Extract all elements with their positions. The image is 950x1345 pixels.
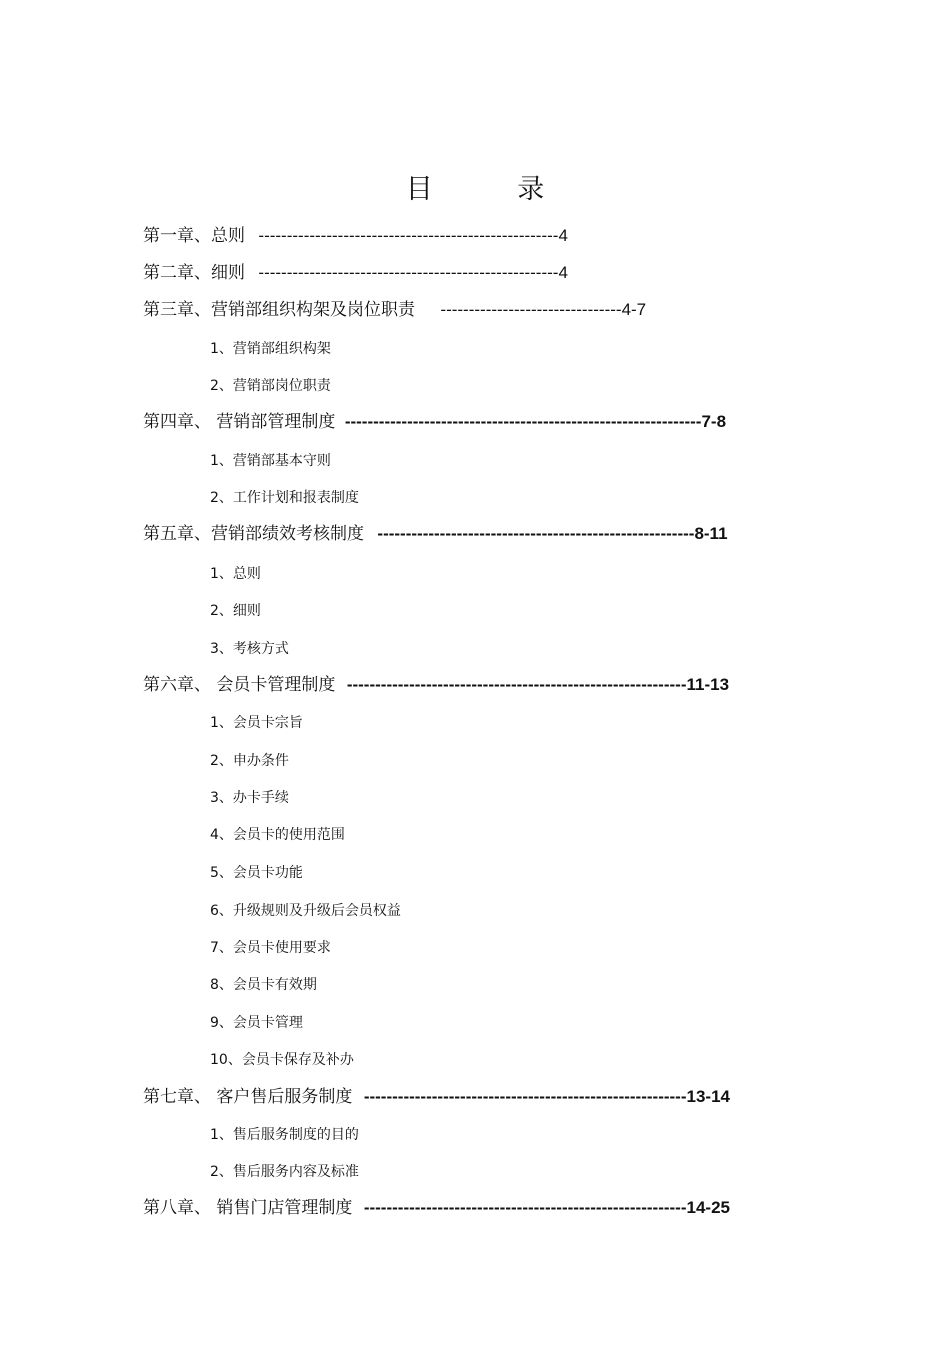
toc-section: 1、营销部组织构架 bbox=[210, 341, 331, 357]
page-number: 4-7 bbox=[621, 300, 647, 319]
toc-section: 10、会员卡保存及补办 bbox=[210, 1052, 354, 1068]
chapter-label: 第五章、营销部绩效考核制度 bbox=[143, 524, 364, 544]
toc-section: 2、细则 bbox=[210, 603, 261, 619]
toc-section: 1、售后服务制度的目的 bbox=[210, 1127, 359, 1143]
chapter-label: 第二章、细则 bbox=[143, 263, 245, 283]
toc-section: 1、总则 bbox=[210, 566, 261, 582]
chapter-label: 第七章、 客户售后服务制度 bbox=[143, 1087, 353, 1107]
toc-chapter-7 bbox=[143, 1086, 730, 1108]
chapter-label: 第四章、 营销部管理制度 bbox=[143, 412, 336, 432]
page-number: 7-8 bbox=[701, 412, 727, 431]
toc-chapter-5 bbox=[143, 523, 728, 545]
toc-chapter-4 bbox=[143, 411, 726, 433]
page-number: 4 bbox=[558, 263, 568, 282]
page-number: 11-13 bbox=[686, 675, 730, 694]
chapter-label: 第八章、 销售门店管理制度 bbox=[143, 1198, 353, 1218]
toc-section: 4、会员卡的使用范围 bbox=[210, 827, 345, 843]
toc-section: 9、会员卡管理 bbox=[210, 1015, 303, 1031]
leader-dots: -------------------------------------------------------- bbox=[377, 524, 695, 543]
leader-dots: ----------------------------------------------------- bbox=[258, 263, 559, 282]
toc-chapter-2 bbox=[143, 262, 568, 284]
toc-section: 2、工作计划和报表制度 bbox=[210, 490, 359, 506]
toc-section: 6、升级规则及升级后会员权益 bbox=[210, 903, 401, 919]
toc-chapter-8 bbox=[143, 1197, 730, 1219]
toc-chapter-6 bbox=[143, 674, 729, 696]
chapter-label: 第六章、 会员卡管理制度 bbox=[143, 675, 336, 695]
toc-section: 3、考核方式 bbox=[210, 641, 289, 657]
toc-section: 1、营销部基本守则 bbox=[210, 453, 331, 469]
toc-chapter-3 bbox=[143, 299, 646, 321]
toc-section: 2、营销部岗位职责 bbox=[210, 378, 331, 394]
page-number: 14-25 bbox=[686, 1198, 730, 1217]
toc-section: 3、办卡手续 bbox=[210, 790, 289, 806]
toc-section: 5、会员卡功能 bbox=[210, 865, 303, 881]
leader-dots: --------------------------------------------------------- bbox=[363, 1087, 687, 1106]
chapter-label: 第三章、营销部组织构架及岗位职责 bbox=[143, 300, 415, 320]
leader-dots: --------------------------------------------------------------- bbox=[344, 412, 702, 431]
page-number: 4 bbox=[558, 226, 568, 245]
toc-section: 2、申办条件 bbox=[210, 753, 289, 769]
leader-dots: ----------------------------------------------------- bbox=[258, 226, 559, 245]
chapter-label: 第一章、总则 bbox=[143, 226, 245, 246]
toc-section: 2、售后服务内容及标准 bbox=[210, 1164, 359, 1180]
leader-dots: --------------------------------------------------------- bbox=[363, 1198, 687, 1217]
toc-chapter-1 bbox=[143, 225, 568, 247]
page-number: 13-14 bbox=[686, 1087, 730, 1106]
page-title: 目 录 bbox=[405, 174, 583, 205]
page-number: 8-11 bbox=[694, 524, 728, 543]
leader-dots: ------------------------------------------------------------ bbox=[346, 675, 687, 694]
leader-dots: -------------------------------- bbox=[440, 300, 622, 319]
toc-section: 1、会员卡宗旨 bbox=[210, 715, 303, 731]
toc-section: 8、会员卡有效期 bbox=[210, 977, 317, 993]
toc-section: 7、会员卡使用要求 bbox=[210, 940, 331, 956]
